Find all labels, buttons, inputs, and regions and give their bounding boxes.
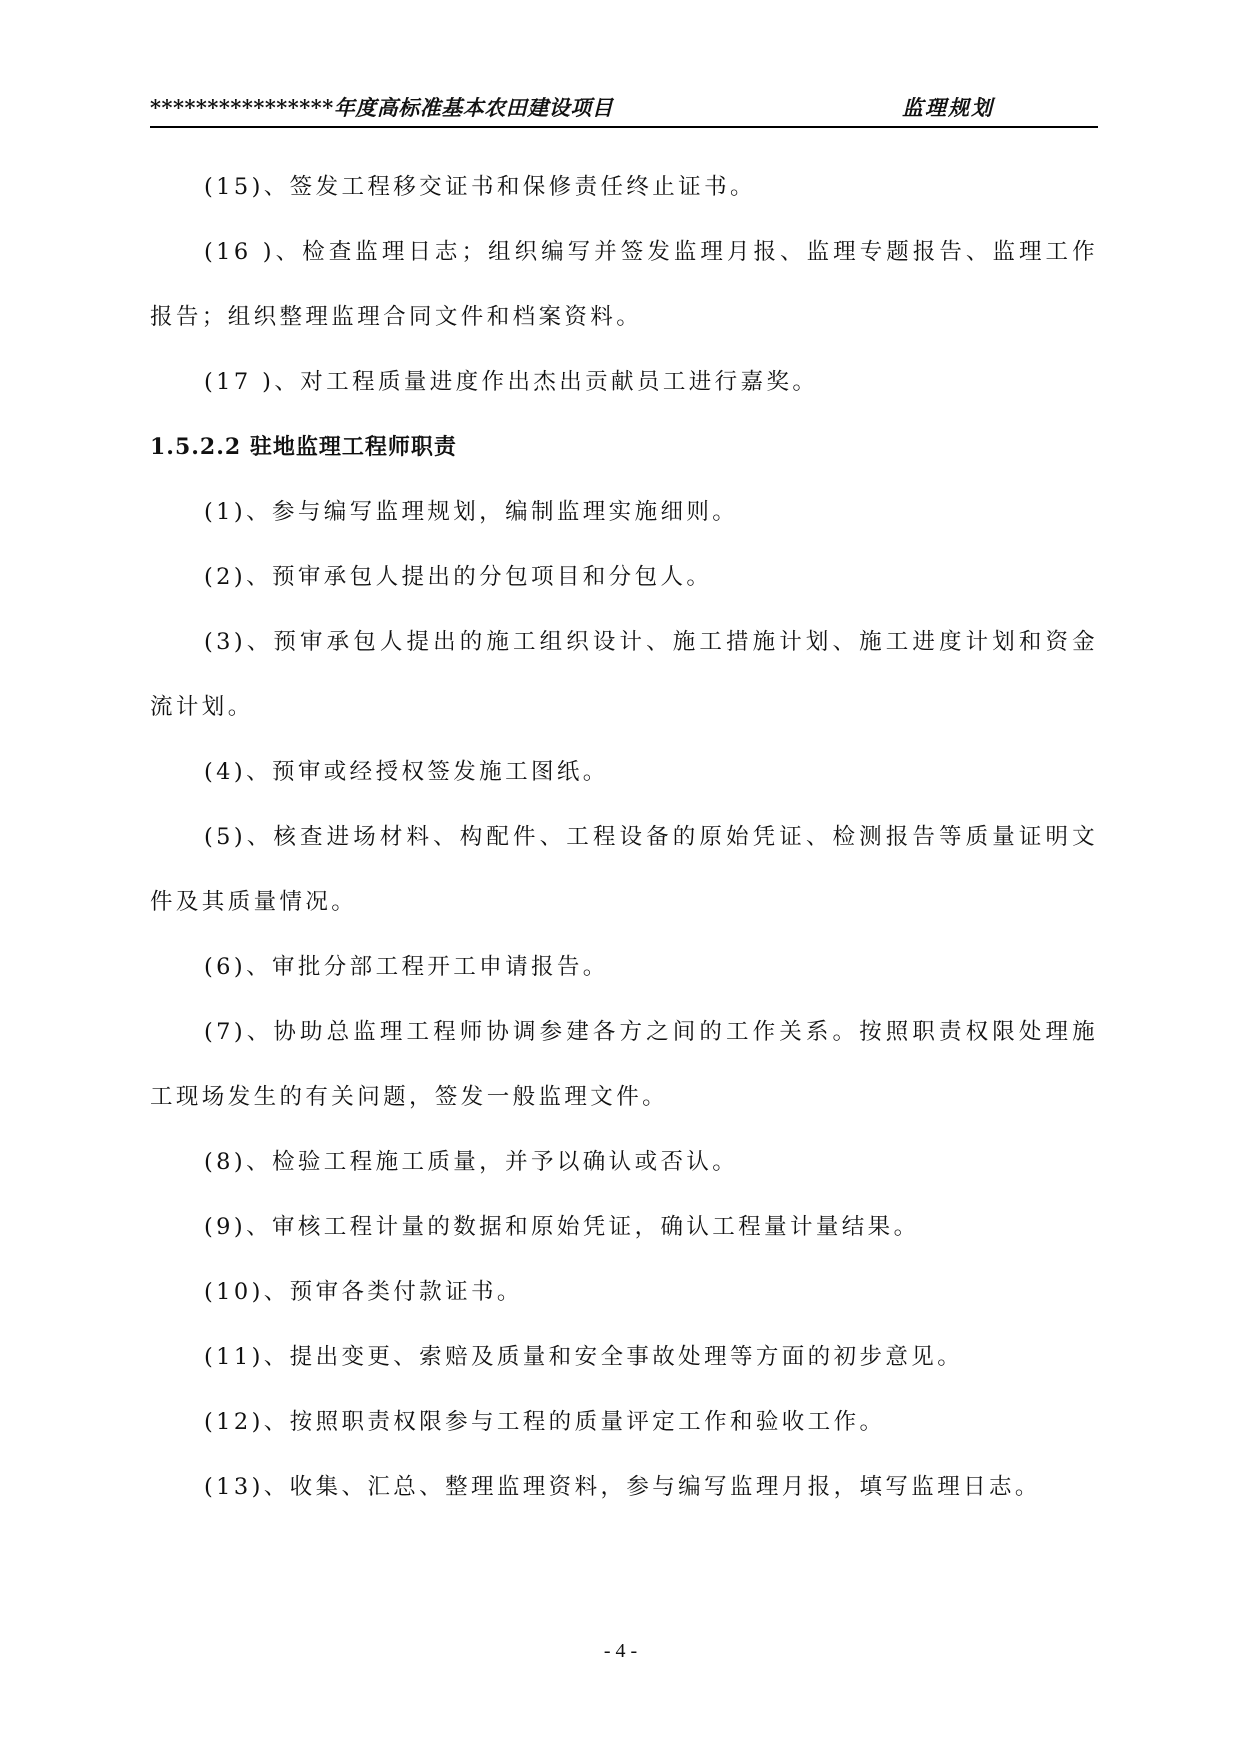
section-heading: 1.5.2.2 驻地监理工程师职责 — [150, 434, 457, 460]
page-header — [150, 84, 1098, 128]
header-title: ****************年度高标准基本农田建设项目 — [150, 95, 614, 120]
page-number: - 4 - — [603, 1640, 638, 1662]
list-item: (13)、收集、汇总、整理监理资料，参与编写监理月报，填写监理日志。 — [204, 1474, 1041, 1500]
list-item: (2)、预审承包人提出的分包项目和分包人。 — [204, 564, 713, 590]
list-item: (4)、预审或经授权签发施工图纸。 — [204, 759, 609, 785]
header-section: 监理规划 — [902, 95, 994, 120]
list-item: (15)、签发工程移交证书和保修责任终止证书。 — [204, 174, 756, 200]
list-item: (6)、审批分部工程开工申请报告。 — [204, 954, 609, 980]
list-item: (17 )、对工程质量进度作出杰出贡献员工进行嘉奖。 — [204, 369, 819, 395]
list-item: (11)、提出变更、索赔及质量和安全事故处理等方面的初步意见。 — [204, 1344, 964, 1370]
list-item: (8)、检验工程施工质量，并予以确认或否认。 — [204, 1149, 739, 1175]
list-item: (16 )、检查监理日志；组织编写并签发监理月报、监理专题报告、监理工作报告；组织整理监理合同文件和档案资料。 — [150, 239, 1098, 330]
list-item: (1)、参与编写监理规划，编制监理实施细则。 — [204, 499, 739, 525]
list-item: (10)、预审各类付款证书。 — [204, 1279, 523, 1305]
list-item: (12)、按照职责权限参与工程的质量评定工作和验收工作。 — [204, 1409, 886, 1435]
list-item: (7)、协助总监理工程师协调参建各方之间的工作关系。按照职责权限处理施工现场发生的有关问题，签发一般监理文件。 — [150, 1019, 1098, 1110]
list-item: (9)、审核工程计量的数据和原始凭证，确认工程量计量结果。 — [204, 1214, 920, 1240]
list-item: (3)、预审承包人提出的施工组织设计、施工措施计划、施工进度计划和资金流计划。 — [150, 629, 1098, 720]
document-body — [150, 155, 1098, 1520]
list-item: (5)、核查进场材料、构配件、工程设备的原始凭证、检测报告等质量证明文件及其质量情况。 — [150, 824, 1098, 915]
